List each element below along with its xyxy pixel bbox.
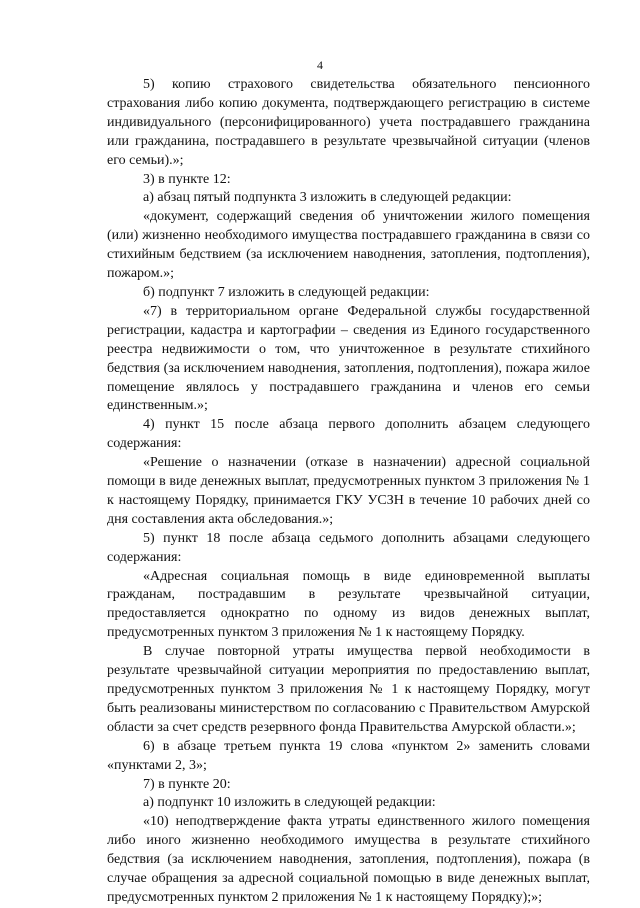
paragraph-item-6-point-19: 6) в абзаце третьем пункта 19 слова «пунктом 2» заменить словами «пунктами 2, 3»; (107, 738, 590, 773)
paragraph-quote-decision: «Решение о назначении (отказе в назначении) адресной социальной помощи в виде денежных выплат, предусмотренных пунктом 3 приложения № 1 к настоящему Порядку, принимается ГКУ УСЗН в течение 10 рабочих дней со дня составления акта обследования.»; (107, 455, 590, 527)
paragraph-subitem-a-subpoint-10: а) подпункт 10 изложить в следующей редакции: (143, 795, 436, 811)
paragraph-item-7-point-20: 7) в пункте 20: (143, 776, 231, 792)
paragraph-quote-document: «документ, содержащий сведения об уничтожении жилого помещения (или) жизненно необходимого имущества пострадавшего гражданина в связи со стихийным бедствием (за исключением наводнения, затопления, подтопления), пожаром.»; (107, 209, 590, 282)
paragraph-item-5-point-18: 5) пункт 18 после абзаца седьмого дополнить абзацами следующего содержания: (107, 530, 590, 565)
paragraph-subitem-b-subpoint-7: б) подпункт 7 изложить в следующей редакции: (143, 284, 430, 300)
paragraph-quote-non-confirmation: «10) неподтверждение факта утраты единственного жилого помещения либо иного жизненно необходимого имущества в результате стихийного бедствия (за исключением наводнения, затопления, подтопления), пожара (в случае обращения за адресной социальной помощью в виде денежных выплат, предусмотренных пунктом 2 приложения № 1 к настоящему Порядку);»; (107, 814, 590, 905)
paragraph-quote-assistance: «Адресная социальная помощь в виде единовременной выплаты гражданам, пострадавшим в результате чрезвычайной ситуации, предоставляется однократно по одному из видов денежных выплат, предусмотренных пунктом 3 приложения № 1 к настоящему Порядку. (107, 568, 590, 641)
paragraph-quote-rosreestr: «7) в территориальном органе Федеральной службы государственной регистрации, кадастра и картографии – сведения из Единого государственного реестра недвижимости о том, что уничтоженное в результате стихийного бедствия (за исключением наводнения, затопления, подтопления), пожара жилое помещение являлось у пострадавшего гражданина и членов его семьи единственным.»; (107, 303, 590, 414)
page-number: 4 (317, 58, 323, 72)
paragraph-item-3-point-12: 3) в пункте 12: (143, 171, 231, 187)
paragraph-item-4-point-15: 4) пункт 15 после абзаца первого дополнить абзацем следующего содержания: (107, 417, 590, 452)
paragraph-subitem-a-para-5: а) абзац пятый подпункта 3 изложить в следующей редакции: (143, 190, 512, 206)
document-body (107, 76, 590, 908)
paragraph-repeat-loss: В случае повторной утраты имущества первой необходимости в результате чрезвычайной ситуации мероприятия по предоставлению выплат, предусмотренных пунктом 3 приложения № 1 к настоящему Порядку, могут быть реализованы министерством по согласованию с Правительством Амурской области за счет средств резервного фонда Правительства Амурской области.»; (107, 644, 590, 735)
paragraph-item-5-snils: 5) копию страхового свидетельства обязательного пенсионного страхования либо копию документа, подтверждающего регистрацию в системе индивидуального (персонифицированного) учета пострадавшего гражданина или гражданина, пострадавшего в результате чрезвычайной ситуации (членов его семьи).»; (107, 77, 590, 168)
